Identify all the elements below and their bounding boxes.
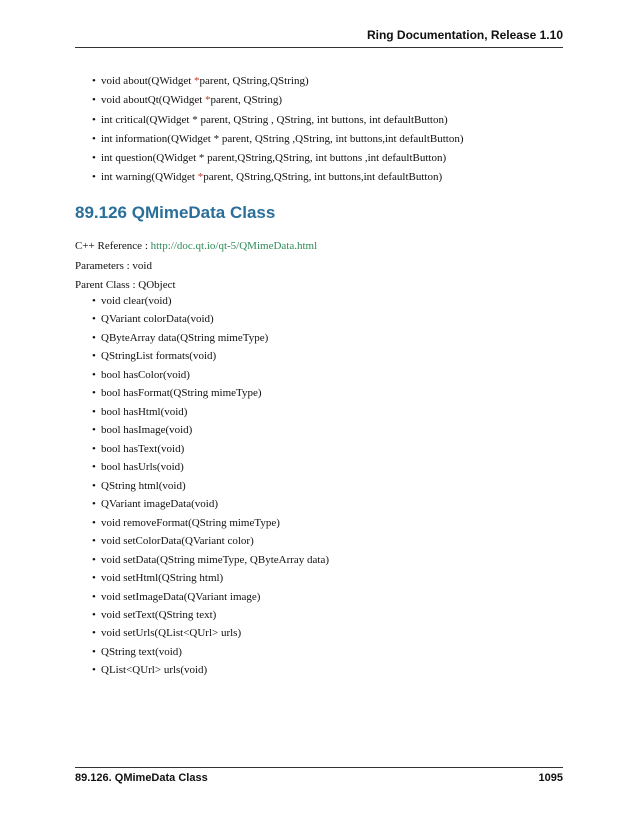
list-item: • int warning(QWidget *parent, QString,QString, int buttons,int defaultButton): [92, 171, 443, 184]
bullet-icon: •: [92, 627, 96, 640]
list-item: • void aboutQt(QWidget *parent, QString): [92, 94, 283, 107]
bullet-icon: •: [92, 664, 96, 677]
bullet-icon: •: [92, 479, 96, 492]
list-item: • bool hasText(void): [92, 442, 185, 455]
footer-divider: [75, 767, 563, 768]
list-item: • QString html(void): [92, 479, 186, 492]
parameters-text: Parameters : void: [75, 260, 152, 272]
cpp-reference: C++ Reference : http://doc.qt.io/qt-5/QMimeData.html: [75, 240, 318, 252]
list-item: • bool hasFormat(QString mimeType): [92, 387, 262, 400]
list-item: • QVariant imageData(void): [92, 498, 218, 511]
bullet-icon: •: [92, 75, 96, 87]
footer-section: 89.126. QMimeData Class: [75, 772, 208, 784]
list-item: • int question(QWidget * parent,QString,QString, int buttons ,int defaultButton): [92, 152, 447, 165]
bullet-icon: •: [92, 152, 96, 165]
bullet-icon: •: [92, 498, 96, 511]
list-item: • void removeFormat(QString mimeType): [92, 516, 280, 529]
bullet-icon: •: [92, 535, 96, 548]
list-item: • bool hasHtml(void): [92, 405, 188, 418]
bullet-icon: •: [92, 572, 96, 585]
bullet-icon: •: [92, 590, 96, 603]
list-item: • QVariant colorData(void): [92, 313, 214, 326]
bullet-icon: •: [92, 461, 96, 474]
list-item: • QString text(void): [92, 645, 182, 658]
bullet-icon: •: [92, 132, 96, 145]
reference-link[interactable]: http://doc.qt.io/qt-5/QMimeData.html: [150, 240, 318, 252]
header-divider: [75, 47, 563, 48]
section-title: 89.126 QMimeData Class: [75, 203, 276, 222]
bullet-icon: •: [92, 350, 96, 363]
bullet-icon: •: [92, 313, 96, 326]
bullet-icon: •: [92, 387, 96, 400]
bullet-icon: •: [92, 113, 96, 126]
list-item: • void setData(QString mimeType, QByteArray data): [92, 553, 330, 566]
bullet-icon: •: [92, 645, 96, 658]
list-item: • void setUrls(QList<QUrl> urls): [92, 627, 242, 640]
list-item: • QByteArray data(QString mimeType): [92, 331, 269, 344]
qmimedata-method-list: [75, 294, 329, 682]
list-item: • void setText(QString text): [92, 608, 217, 621]
list-item: • QList<QUrl> urls(void): [92, 664, 208, 677]
page-number: 1095: [538, 772, 563, 784]
messagebox-method-list: [75, 74, 464, 190]
parent-class-text: Parent Class : QObject: [75, 279, 176, 291]
bullet-icon: •: [92, 442, 96, 455]
bullet-icon: •: [92, 368, 96, 381]
list-item: • int information(QWidget * parent, QString ,QString, int buttons,int defaultButton): [92, 132, 464, 145]
list-item: • int critical(QWidget * parent, QString , QString, int buttons, int defaultButton): [92, 113, 448, 126]
bullet-icon: •: [92, 608, 96, 621]
list-item: • QStringList formats(void): [92, 350, 217, 363]
list-item: • void setImageData(QVariant image): [92, 590, 261, 603]
list-item: • void setColorData(QVariant color): [92, 535, 254, 548]
list-item: • bool hasColor(void): [92, 368, 190, 381]
bullet-icon: •: [92, 94, 96, 107]
list-item: • void setHtml(QString html): [92, 572, 224, 585]
list-item: • void clear(void): [92, 295, 172, 307]
bullet-icon: •: [92, 295, 96, 307]
page-header: Ring Documentation, Release 1.10: [366, 28, 563, 42]
bullet-icon: •: [92, 405, 96, 418]
bullet-icon: •: [92, 331, 96, 344]
list-item: • bool hasUrls(void): [92, 461, 184, 474]
list-item: • void about(QWidget *parent, QString,QString): [92, 75, 309, 87]
bullet-icon: •: [92, 553, 96, 566]
bullet-icon: •: [92, 171, 96, 184]
bullet-icon: •: [92, 424, 96, 437]
list-item: • bool hasImage(void): [92, 424, 193, 437]
bullet-icon: •: [92, 516, 96, 529]
